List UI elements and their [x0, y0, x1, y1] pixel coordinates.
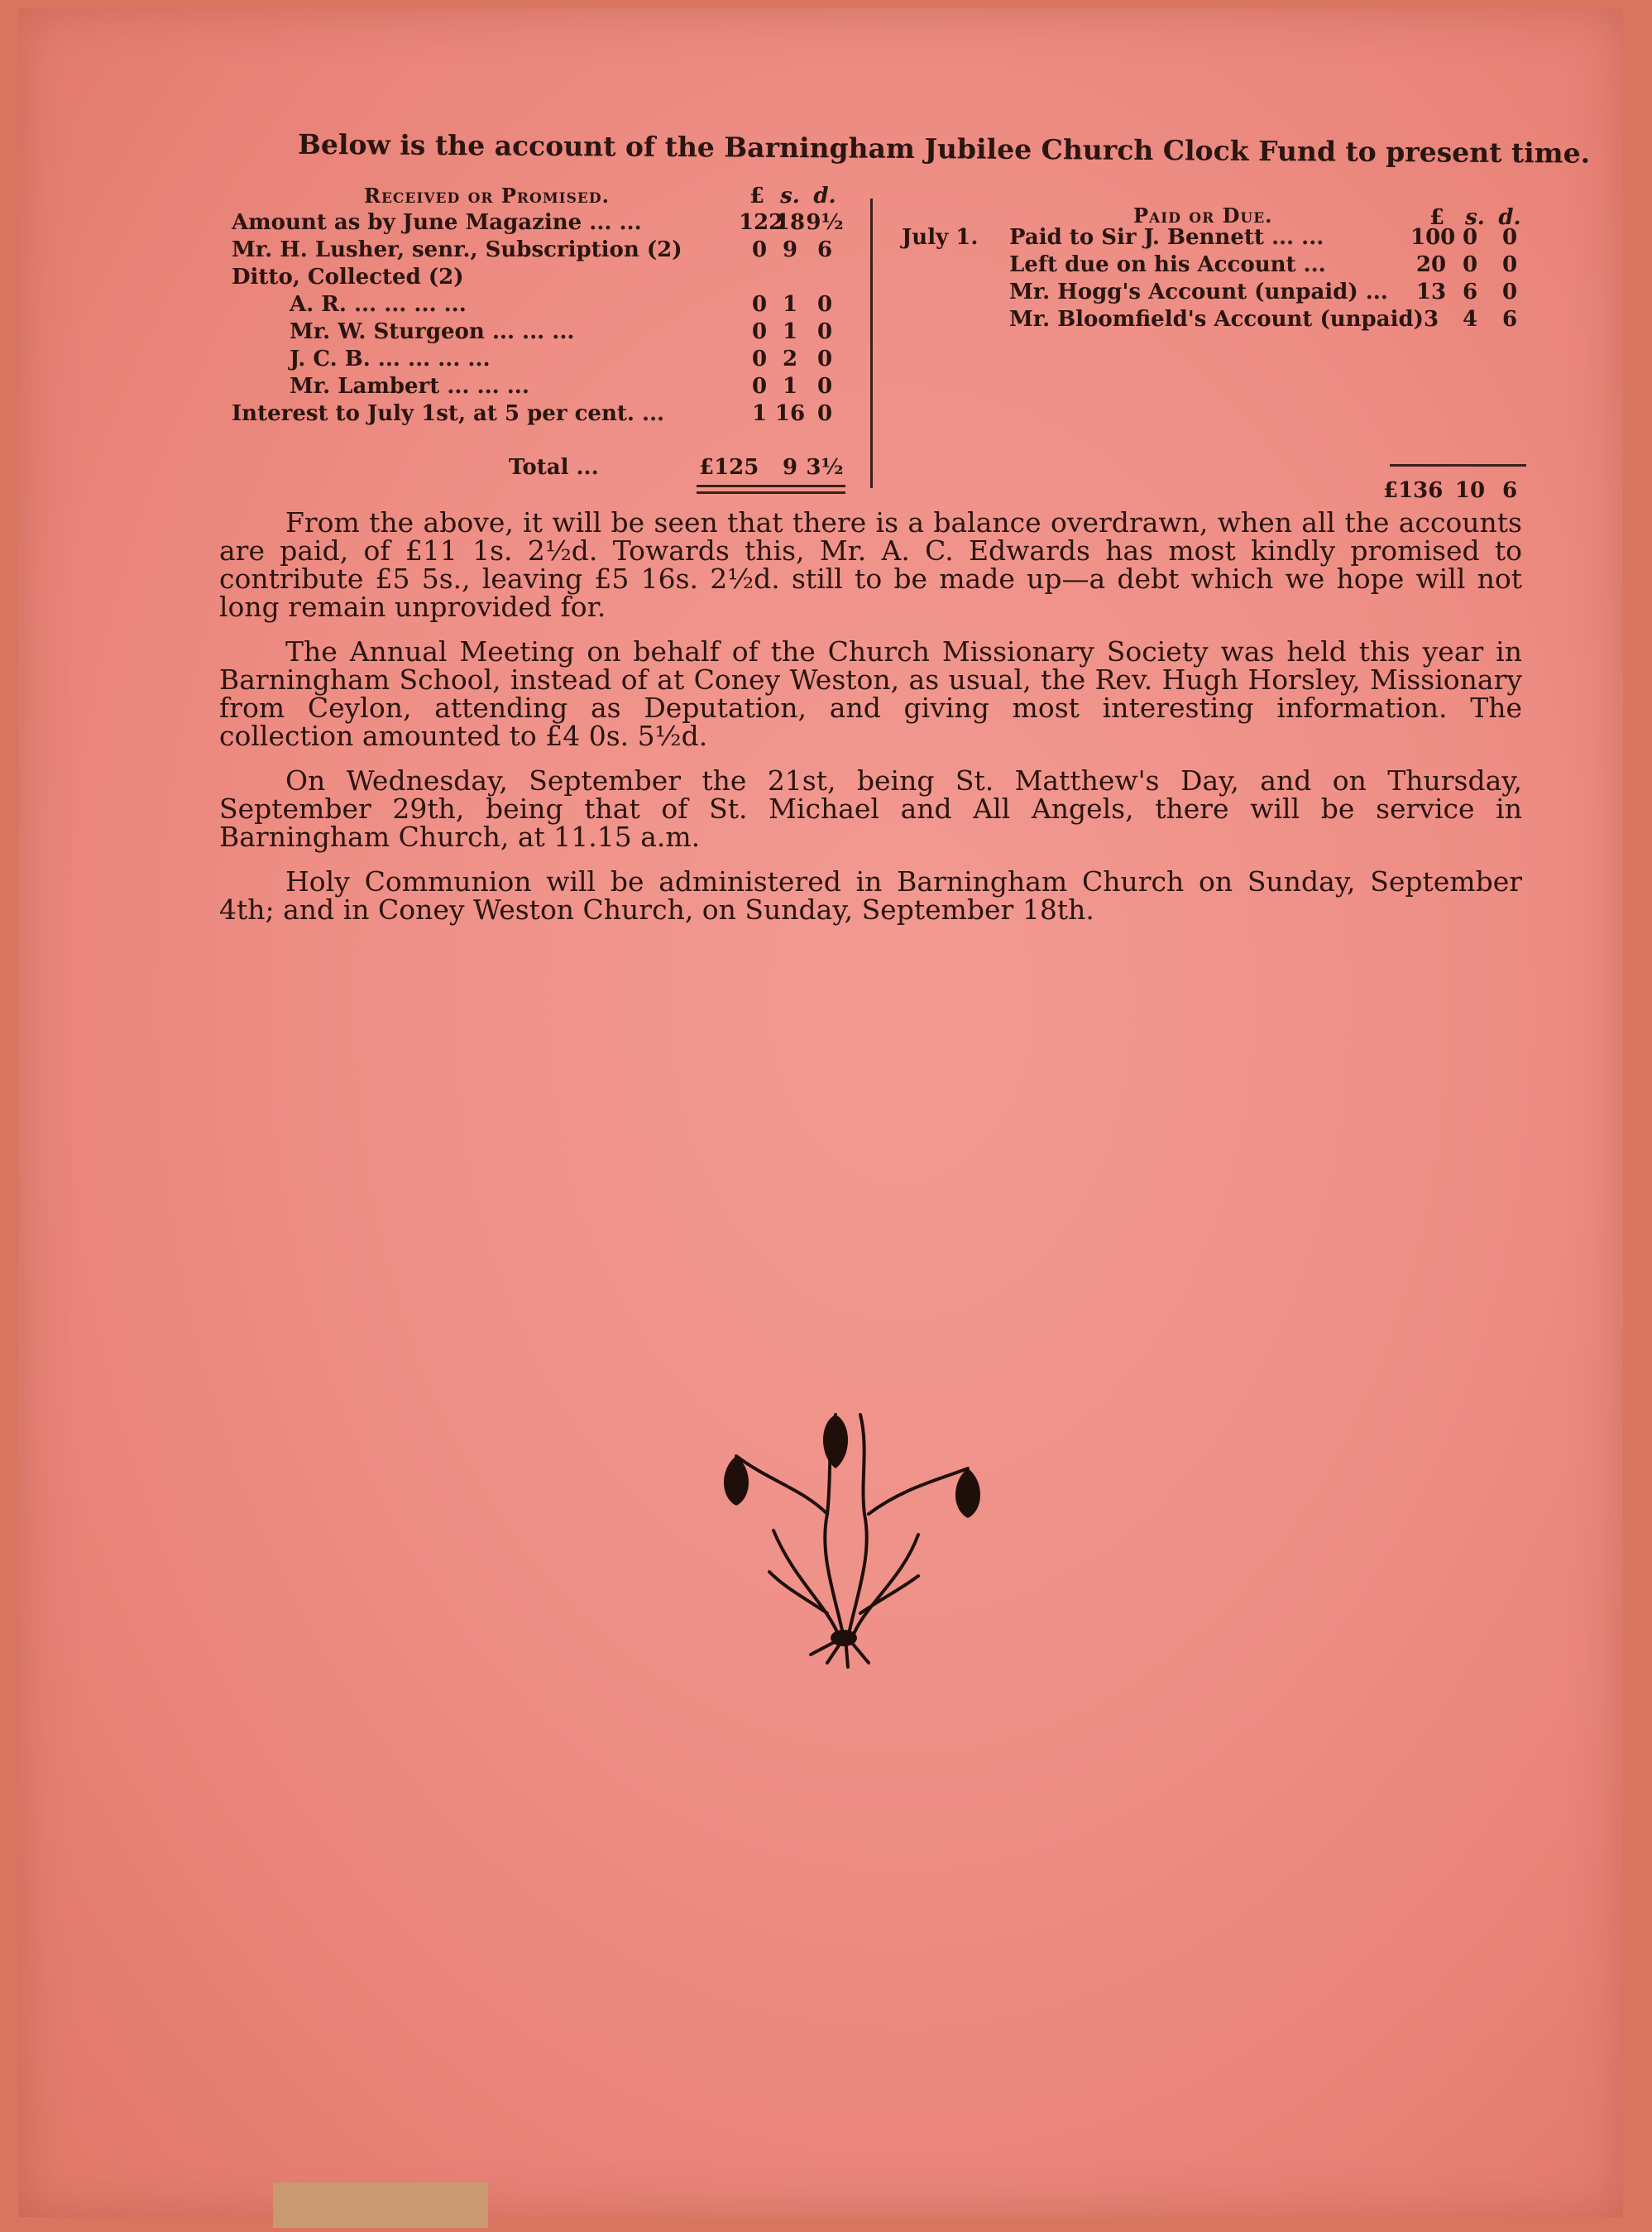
received-row-pounds: 0: [751, 319, 768, 344]
paid-row-label: Paid to Sir J. Bennett ... ...: [1009, 225, 1324, 250]
received-row-label: Ditto, Collected (2): [232, 265, 464, 290]
paid-row-pounds: 13: [1415, 280, 1447, 304]
paid-total-pence: 6: [1501, 478, 1518, 503]
paid-total-shillings: 10: [1454, 478, 1486, 503]
received-row-pence: 0: [816, 292, 833, 317]
received-total-pence: 3½: [806, 455, 844, 480]
received-row-label: Amount as by June Magazine ... ...: [232, 210, 642, 235]
received-row-pence: 6: [816, 237, 833, 262]
received-row-pence: 0: [816, 347, 833, 371]
received-row-pounds: 1: [751, 401, 768, 426]
received-row-shillings: 1: [782, 374, 798, 399]
paid-row-shillings: 0: [1462, 225, 1478, 250]
paid-row-pounds: 100: [1410, 225, 1456, 250]
received-row-pence: 0: [816, 374, 833, 399]
received-row-pounds: 0: [751, 237, 768, 262]
received-total-pounds: £125: [699, 455, 759, 480]
column-divider: [870, 199, 873, 488]
paid-row-pounds: 3: [1423, 307, 1439, 332]
paid-row-label: Left due on his Account ...: [1009, 252, 1326, 277]
received-row-pounds: 0: [751, 292, 768, 317]
paid-date: July 1.: [902, 225, 979, 250]
paid-total-pounds: £136: [1383, 478, 1444, 503]
paid-row-shillings: 6: [1462, 280, 1478, 304]
paid-row-label: Mr. Bloomfield's Account (unpaid): [1009, 307, 1424, 332]
account-heading: Below is the account of the Barningham Jubilee Church Clock Fund to present time.: [297, 127, 1591, 170]
paragraph-missionary-meeting: The Annual Meeting on behalf of the Church Missionary Society was held this year in Barningham School, instead of at Coney Weston, as usual, the Rev. Hugh Horsley, Missionary from Ceylon, attending as Deputation, and giving most interesting information. The collection amounted to £4 0s. 5½d.: [219, 635, 1522, 752]
received-title: Received or Promised.: [364, 184, 610, 208]
paid-total-rule: [1390, 464, 1526, 467]
paid-row-pounds: 20: [1415, 252, 1447, 277]
received-unit-pounds: £: [749, 184, 765, 208]
received-row-label: Interest to July 1st, at 5 per cent. ...: [232, 401, 665, 426]
received-row-shillings: 1: [782, 319, 798, 344]
paragraph-holy-communion: Holy Communion will be administered in Barningham Church on Sunday, September 4th; and in Coney Weston Church, on Sunday, September 18th.: [219, 865, 1522, 926]
paragraph-balance: From the above, it will be seen that there is a balance overdrawn, when all the accounts are paid, of £11 1s. 2½d. Towards this, Mr. A. C. Edwards has most kindly promised to contribute £5 5s., leaving £5 16s. 2½d. still to be made up—a debt which we hope will not long remain unprovided for.: [219, 506, 1522, 623]
received-row-label: Mr. H. Lusher, senr., Subscription (2): [232, 237, 682, 262]
paid-unit-pence: d.: [1498, 205, 1521, 230]
paid-row-pence: 0: [1501, 225, 1518, 250]
received-total-rule-1: [697, 485, 845, 487]
received-unit-pence: d.: [813, 184, 836, 208]
received-total-label: Total ...: [509, 455, 599, 480]
paid-unit-shillings: s.: [1465, 205, 1485, 230]
paid-row-pence: 6: [1501, 307, 1518, 332]
paid-row-pence: 0: [1501, 252, 1518, 277]
paid-row-pence: 0: [1501, 280, 1518, 304]
received-total-rule-2: [697, 491, 845, 494]
received-row-shillings: 18: [774, 210, 806, 235]
paragraph-services: On Wednesday, September the 21st, being St. Matthew's Day, and on Thursday, September 29th, being that of St. Michael and All Angels, there will be service in Barningham Church, at 11.15 a.m.: [219, 764, 1522, 853]
received-row-pence: 9½: [806, 210, 844, 235]
received-row-shillings: 1: [782, 292, 798, 317]
received-row-pounds: 0: [751, 347, 768, 371]
paid-row-shillings: 0: [1462, 252, 1478, 277]
received-row-pounds: 122: [739, 210, 784, 235]
received-row-shillings: 9: [782, 237, 798, 262]
received-row-shillings: 16: [774, 401, 806, 426]
paper-tab: [273, 2182, 488, 2228]
received-total-shillings: 9: [782, 455, 798, 480]
received-row-label: A. R. ... ... ... ...: [290, 292, 467, 317]
paid-row-shillings: 4: [1462, 307, 1478, 332]
snowdrop-flower-icon: [703, 1390, 984, 1671]
received-row-label: J. C. B. ... ... ... ...: [290, 347, 491, 371]
received-row-pence: 0: [816, 319, 833, 344]
received-row-label: Mr. Lambert ... ... ...: [290, 374, 529, 399]
body-text: [219, 506, 1522, 926]
paid-unit-pounds: £: [1429, 205, 1445, 230]
received-row-label: Mr. W. Sturgeon ... ... ...: [290, 319, 575, 344]
paid-row-label: Mr. Hogg's Account (unpaid) ...: [1009, 280, 1388, 304]
received-unit-shillings: s.: [780, 184, 800, 208]
received-row-shillings: 2: [782, 347, 798, 371]
paid-title: Paid or Due.: [1133, 204, 1273, 228]
received-row-pounds: 0: [751, 374, 768, 399]
received-row-pence: 0: [816, 401, 833, 426]
